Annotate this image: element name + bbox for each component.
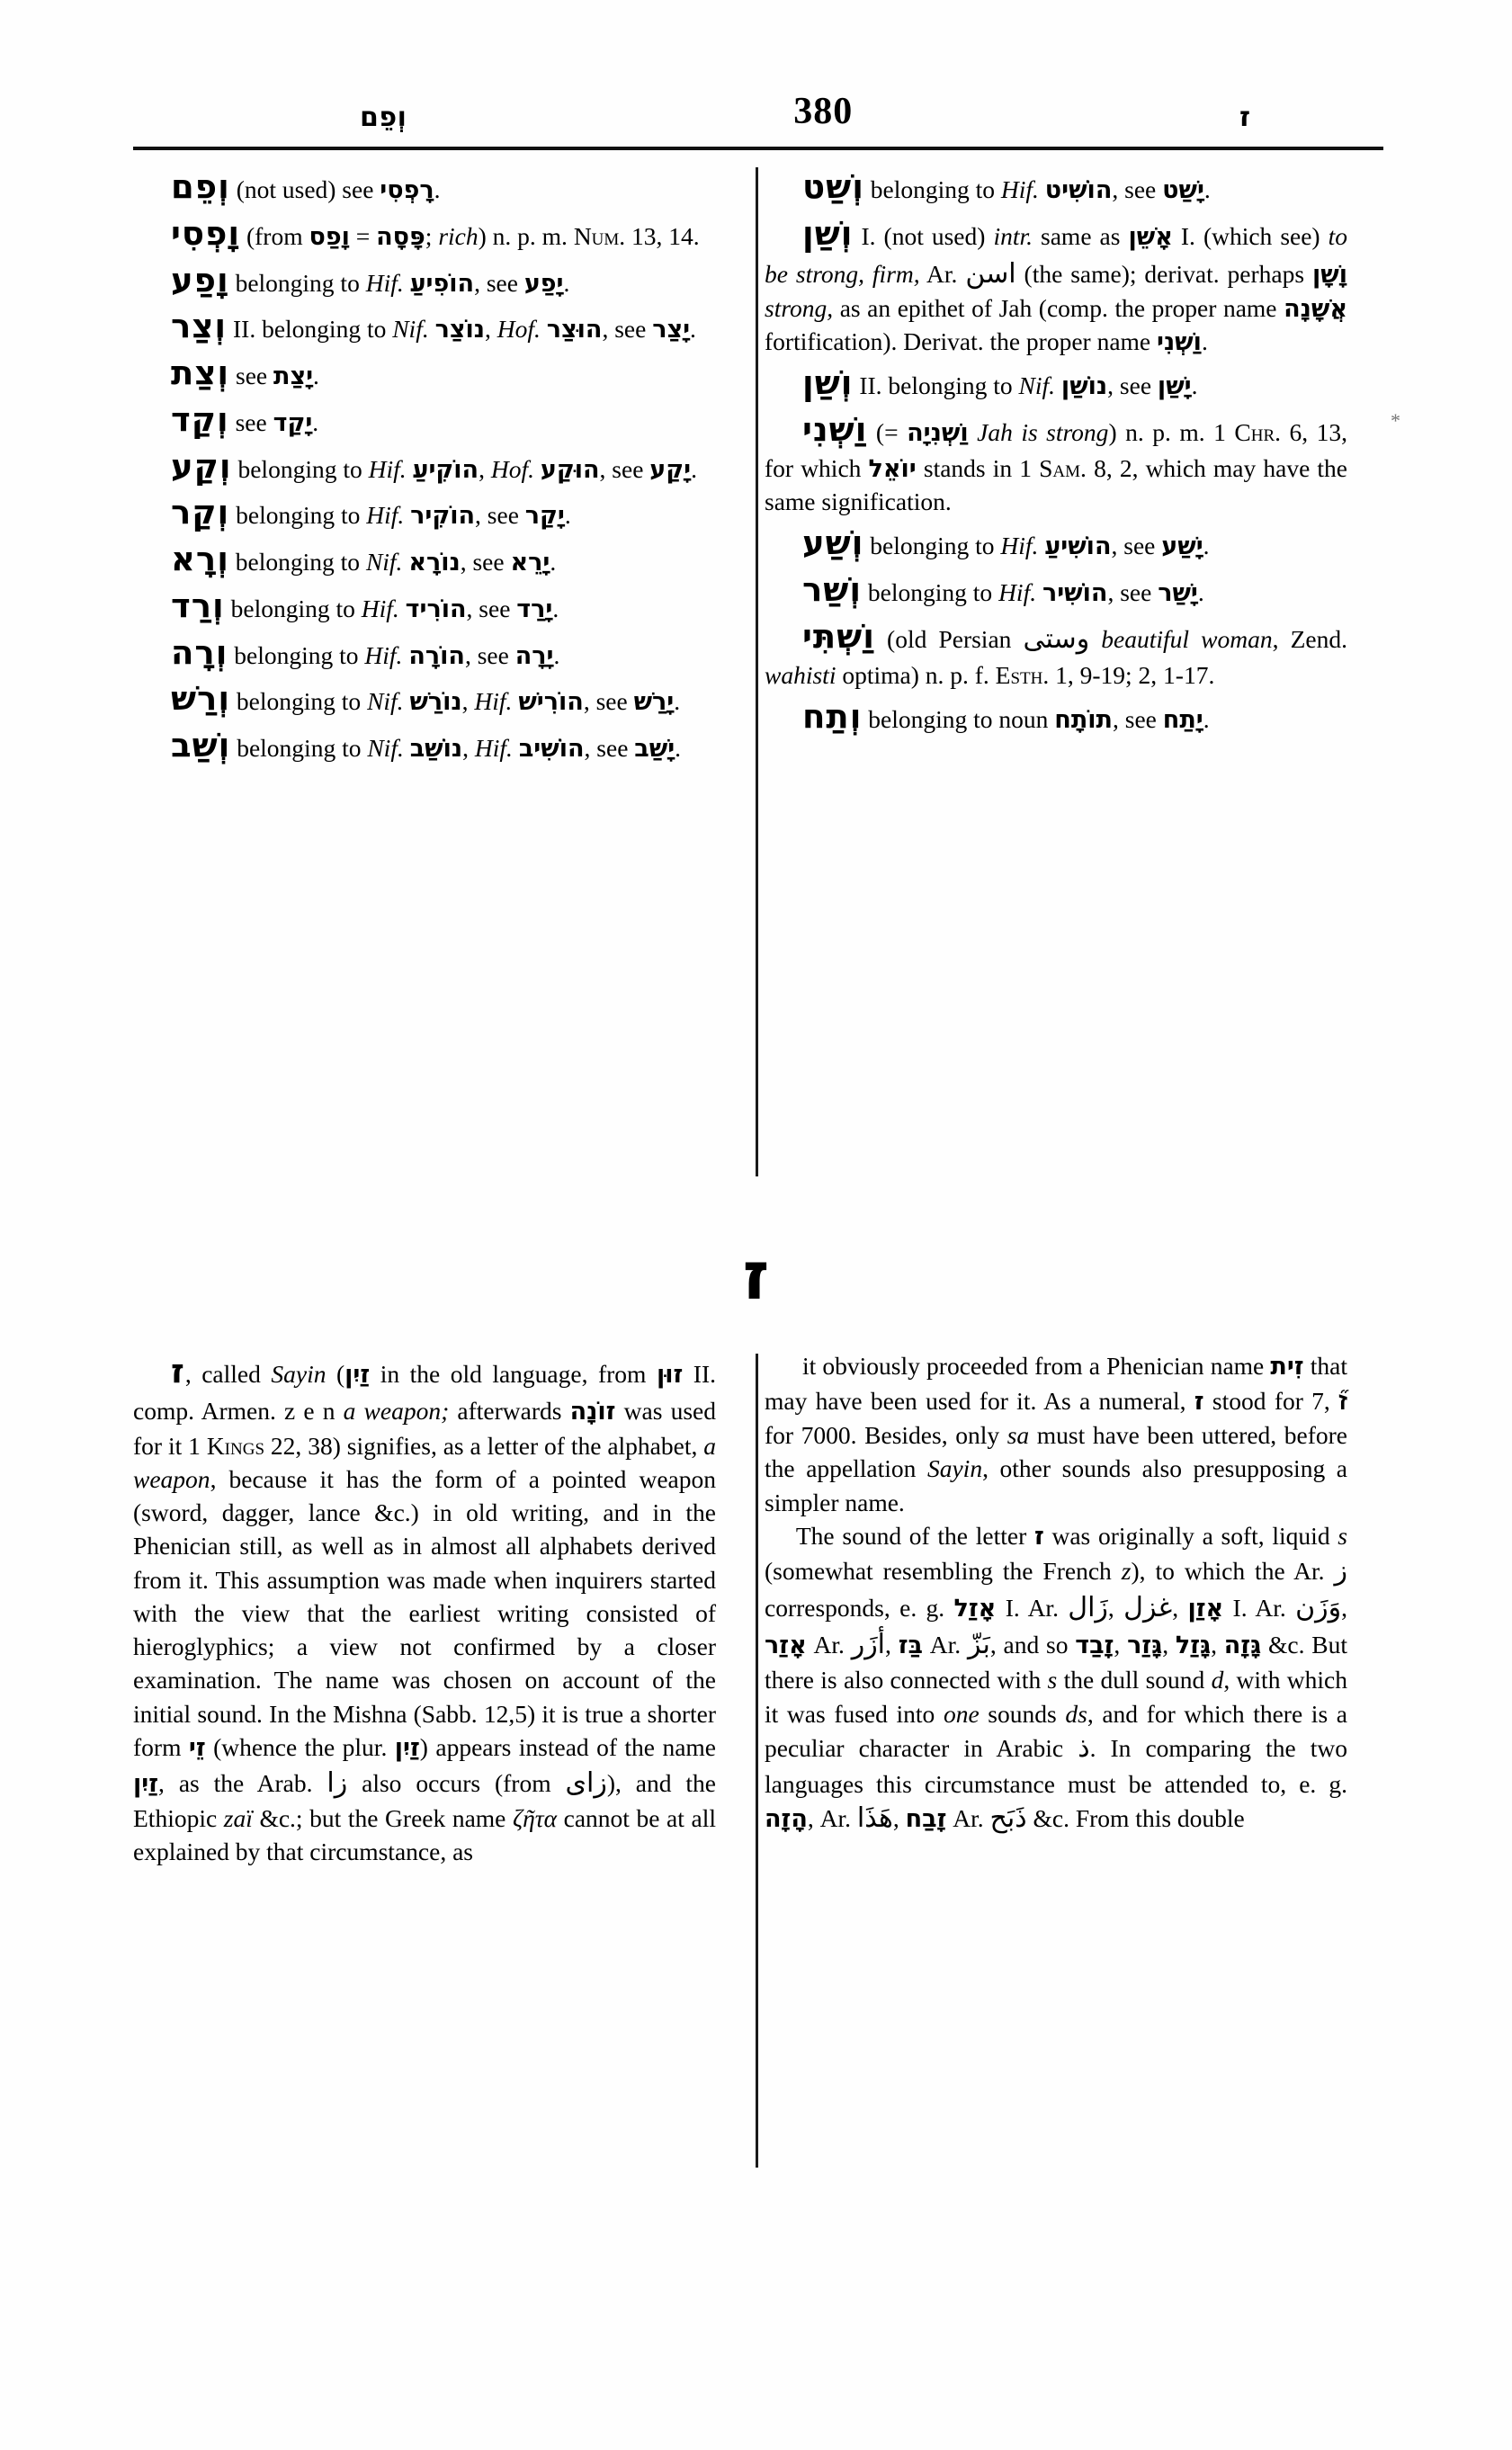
entry-definition: (old Persian وستى beautiful woman, Zend. wahisti optima) n. p. f. Esth. 1, 9-19; 2, 1-17. bbox=[765, 622, 1347, 689]
entry-headword: וְרָא bbox=[171, 540, 229, 578]
entry-definition: belonging to Nif. נוֹשַׁב, Hif. הוֹשִׁיב, see יָשַׁב. bbox=[230, 734, 682, 763]
entry-headword: וְשַׁן bbox=[802, 363, 854, 403]
entry-columns bbox=[133, 165, 1383, 770]
entry-headword: וַשְׁתִּי bbox=[802, 616, 875, 656]
entry-definition: II. belonging to Nif. נוֹצַר, Hof. הוּצַר, see יָצַר. bbox=[227, 315, 696, 344]
margin-asterisk: * bbox=[1391, 409, 1400, 432]
lexicon-entry bbox=[133, 351, 716, 396]
entry-headword: וְרַד bbox=[171, 586, 225, 625]
entry-definition: (from וָפַס = פָּסָה; rich) n. p. m. Num. 13, 14. bbox=[240, 221, 700, 251]
lexicon-entry bbox=[765, 361, 1347, 406]
entry-headword: וְקַר bbox=[171, 493, 230, 532]
entry-headword: וְרָה bbox=[171, 632, 228, 672]
lexicon-entry bbox=[133, 723, 716, 768]
running-head-left-word: וְפֵם bbox=[360, 102, 407, 133]
header-rule bbox=[133, 147, 1383, 150]
lexicon-entry bbox=[133, 165, 716, 210]
lexicon-entry bbox=[133, 537, 716, 582]
entry-headword: וְתַח bbox=[802, 696, 863, 736]
lexicon-entry bbox=[133, 211, 716, 256]
lexicon-entry bbox=[765, 407, 1347, 519]
lexicon-entry bbox=[133, 490, 716, 535]
running-head-right-letter: ז bbox=[1239, 102, 1250, 133]
lexicon-entry bbox=[133, 444, 716, 489]
lexicon-entry bbox=[765, 568, 1347, 612]
entry-definition: belonging to Hif. הוֹרִיד, see יָרַד. bbox=[224, 594, 559, 623]
entry-definition: see יָקַד. bbox=[228, 407, 319, 437]
entry-definition: belonging to Hif. הוֹשִׁיעַ, see יָשַׁע. bbox=[863, 532, 1210, 561]
lexicon-entry bbox=[133, 584, 716, 629]
entry-definition: belonging to noun תוֹתָח, see יָתַח. bbox=[862, 704, 1210, 734]
entry-definition: (not used) see רָפְסִי. bbox=[229, 175, 441, 204]
article-left-column bbox=[133, 1349, 738, 1869]
article-paragraph-left: ז, called Sayin (זַיִן in the old language, from זוּן II. comp. Armen. z e n a weapon; afterwards זוֹנָה was used for it 1 Kings 22, 38) signifies, as a letter of the alphabet, a weapon, because it has the form of a pointed weapon (sword, dagger, lance &c.) in old writing, and in the Phenician still, as well as in almost all alphabets derived from it. This assumption was made when inquirers started with the view that the earliest writing consisted of hieroglyphics; a view not confirmed by a closer examination. The name was chosen on account of the initial sound. In the Mishna (Sabb. 12,5) it is true a shorter form זֵי (whence the plur. זַיִן) appears instead of the name זַיִן, as the Arab. زا also occurs (from زاى), and the Ethiopic zaï &c.; but the Greek name ζῆτα cannot be at all explained by that circumstance, as bbox=[133, 1352, 716, 1866]
entry-headword: וַשְׁנִי bbox=[802, 410, 868, 450]
entry-headword: וְקַד bbox=[171, 399, 229, 439]
lexicon-entry bbox=[765, 694, 1347, 739]
letter-article-columns bbox=[133, 1349, 1383, 1869]
lexicon-entry bbox=[133, 258, 716, 303]
entry-definition: belonging to Hif. הוֹקִיר, see יָקַר. bbox=[229, 501, 571, 531]
entry-definition: belonging to Hif. הוֹרָה, see יָרָה. bbox=[228, 640, 560, 670]
lexicon-entry bbox=[765, 521, 1347, 566]
entry-headword: וָפַע bbox=[171, 260, 229, 300]
entry-headword: וְפֵם bbox=[171, 167, 230, 206]
letter-divider-zayin: ז bbox=[742, 1238, 770, 1315]
entry-headword: וְצַר bbox=[171, 307, 228, 346]
entry-headword: וְקַע bbox=[171, 446, 232, 486]
page-number: 380 bbox=[793, 91, 854, 132]
lexicon-entry bbox=[765, 165, 1347, 210]
entry-definition: belonging to Hif. הוֹשִׁיר, see יָשַׁר. bbox=[862, 578, 1204, 608]
article-right-column bbox=[738, 1349, 1347, 1869]
right-column bbox=[738, 165, 1347, 770]
entry-definition: belonging to Nif. נוֹרַשׁ, Hif. הוֹרִישׁ, see יָרַשׁ. bbox=[230, 687, 681, 717]
entry-headword: וְשַׁע bbox=[802, 523, 864, 563]
article-paragraph-right: it obviously proceeded from a Phenician name זִית that may have been used for it. As a numeral, ז stood for 7, ז֞ for 7000. Besides, only sa must have been uttered, before the appellation Sayin, other sounds also presupposing a simpler name. The sound of the letter ז was originally a soft, liquid s (somewhat resembling the French z), to which the Ar. ز corresponds, e. g. אָזַל I. Ar. زَال, غزل, אָזַן I. Ar. وَزَن, אָזַר Ar. أزَر, בַּז Ar. بَزّ, and so זָבַד, גָּזַר, גָּזַל, גָּזָה &c. But there is also connected with s the dull sound d, with which it was fused into one sounds ds, and for which there is a peculiar character in Arabic ذ. In comparing the two languages this circumstance must be attended to, e. g. הָזָה, Ar. هَذَا, זָבַח Ar. ذَبَح &c. From this double bbox=[765, 1352, 1348, 1834]
entry-definition: belonging to Hif. הוֹשִׁיט, see יָשַׁט. bbox=[863, 175, 1211, 204]
entry-definition: I. (not used) intr. same as אָשֵׁן I. (which see) to be strong, firm, Ar. اسن (the same); derivat. perhaps וָשָׁן strong, as an epithet of Jah (comp. the proper name אֲשָׁנָה fortification). Derivat. the proper name וַשְׁנִי. bbox=[765, 221, 1347, 357]
entry-definition: see יָצַת. bbox=[229, 362, 319, 390]
entry-headword: וְצַת bbox=[171, 353, 230, 392]
entry-headword: וָפְסִי bbox=[171, 213, 241, 253]
entry-definition: (= וַשְׁנִיָה Jah is strong) n. p. m. 1 Chr. 6, 13, for which יוֹאֵל stands in 1 Sam. 8, 2, which may have the same signification. bbox=[765, 418, 1348, 516]
entry-headword: וְשַׁן bbox=[802, 213, 854, 253]
lexicon-entry bbox=[133, 398, 716, 443]
entry-definition: II. belonging to Nif. נוֹשַׁן, see יָשַׁן. bbox=[853, 371, 1198, 401]
entry-headword: וְשַׁט bbox=[802, 167, 864, 206]
entry-definition: belonging to Hif. הוֹפִיעַ, see יָפַע. bbox=[228, 268, 570, 298]
entry-definition: belonging to Nif. נוֹרָא, see יָרֵא. bbox=[228, 548, 557, 577]
left-column bbox=[133, 165, 738, 770]
lexicon-entry bbox=[765, 614, 1347, 693]
lexicon-entry bbox=[133, 304, 716, 349]
entry-headword: וְשַׁר bbox=[802, 570, 863, 610]
entry-headword: וְרַשׁ bbox=[171, 679, 231, 719]
lexicon-entry bbox=[133, 630, 716, 675]
entry-headword: וְשַׁב bbox=[171, 726, 231, 765]
entry-definition: belonging to Hif. הוֹקִיעַ, Hof. הוּקַע, see יָקַע. bbox=[231, 454, 697, 484]
running-head bbox=[126, 77, 1385, 133]
lexicon-entry bbox=[133, 676, 716, 721]
lexicon-entry bbox=[765, 211, 1347, 360]
